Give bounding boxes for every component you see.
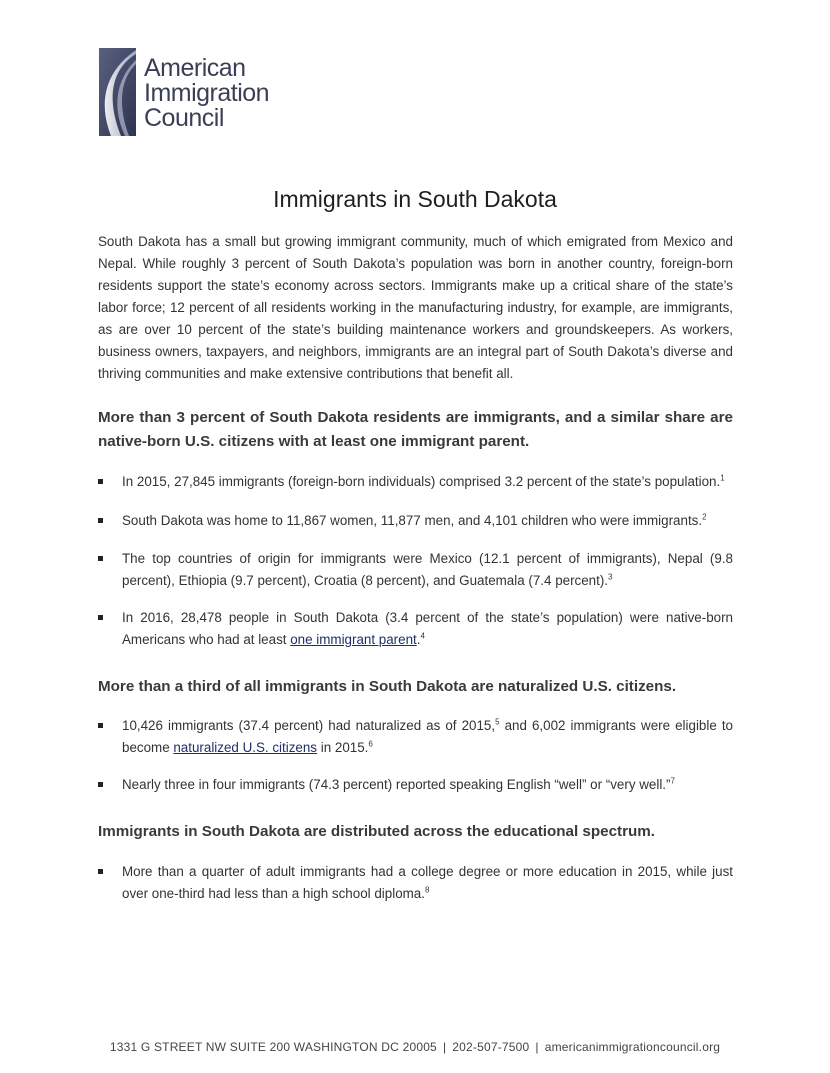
footnote-ref[interactable]: 2: [702, 512, 707, 522]
section-heading-naturalization: More than a third of all immigrants in South Dakota are naturalized U.S. citizens.: [98, 678, 677, 695]
naturalized-citizens-link[interactable]: naturalized U.S. citizens: [173, 740, 318, 755]
page-footer: [0, 1040, 830, 1054]
bullet-text-end: in 2015.: [317, 740, 369, 755]
list-item: [98, 715, 733, 759]
page-title: Immigrants in South Dakota: [273, 186, 557, 212]
bullet-icon: [98, 518, 103, 523]
footnote-ref[interactable]: 4: [420, 631, 425, 641]
footnote-ref[interactable]: 7: [670, 776, 675, 786]
logo-line-1: American: [144, 54, 246, 82]
bullet-icon: [98, 723, 103, 728]
footer-divider: |: [535, 1040, 539, 1054]
list-item: [98, 774, 733, 796]
list-item: [98, 548, 733, 592]
organization-logo: [99, 48, 299, 136]
footnote-ref[interactable]: 8: [424, 885, 430, 895]
intro-paragraph: South Dakota has a small but growing immigrant community, much of which emigrated from Mexico and Nepal. While roughly 3 percent of South Dakota’s population was born in another country, foreign-born residents support the state’s economy across sectors. Immigrants make up a critical share of the state’s labor force; 12 percent of all residents working in the manufacturing industry, for example, are immigrants, as are over 10 percent of the state’s building maintenance workers and groundskeepers. As workers, business owners, taxpayers, and neighbors, immigrants are an integral part of South Dakota’s diverse and thriving communities and make extensive contributions that benefit all.: [98, 234, 733, 381]
bullet-icon: [98, 782, 103, 787]
logo-swoosh-icon: [99, 48, 136, 136]
bullet-icon: [98, 615, 103, 620]
footnote-ref[interactable]: 5: [495, 717, 500, 727]
bullet-text: Nearly three in four immigrants (74.3 percent) reported speaking English “well” or “very well.”: [122, 777, 671, 792]
list-item: [98, 471, 733, 493]
bullet-icon: [98, 479, 103, 484]
list-item: [98, 510, 733, 532]
list-item: [98, 607, 733, 651]
list-item: [98, 861, 733, 905]
section-heading-population: More than 3 percent of South Dakota residents are immigrants, and a similar share are native-born U.S. citizens with at least one immigrant parent.: [98, 409, 733, 450]
logo-wordmark: [144, 56, 269, 131]
bullet-text-mid: and 6,002 immigrants were eligible to become: [122, 718, 734, 755]
bullet-text: In 2016, 28,478 people in South Dakota (3.4 percent of the state’s population) were native-born Americans who had at least: [122, 610, 733, 647]
bullet-icon: [98, 869, 103, 874]
immigrant-parent-link[interactable]: one immigrant parent: [290, 632, 417, 647]
bullet-text-end: .: [416, 632, 421, 647]
footnote-ref[interactable]: 6: [368, 739, 373, 749]
footer-divider: |: [442, 1040, 447, 1054]
footnote-ref[interactable]: 3: [608, 572, 613, 582]
footer-address: 1331 G STREET NW SUITE 200 WASHINGTON DC 20005: [109, 1040, 437, 1054]
bullet-text: The top countries of origin for immigrants were Mexico (12.1 percent of immigrants), Nepal (9.8 percent), Ethiopia (9.7 percent), Croatia (8 percent), and Guatemala (7.4 percent).: [122, 551, 733, 588]
bullet-text: South Dakota was home to 11,867 women, 11,877 men, and 4,101 children who were immigrants.: [122, 513, 703, 528]
section-heading-education: Immigrants in South Dakota are distributed across the educational spectrum.: [98, 823, 655, 840]
bullet-text: More than a quarter of adult immigrants had a college degree or more education in 2015, while just over one-third had less than a high school diploma.: [122, 864, 733, 901]
footnote-ref[interactable]: 1: [720, 473, 725, 483]
logo-line-3: Council: [144, 104, 224, 132]
footer-phone: 202-507-7500: [452, 1040, 530, 1054]
bullet-icon: [98, 556, 103, 561]
bullet-text: In 2015, 27,845 immigrants (foreign-born individuals) comprised 3.2 percent of the state’s population.: [122, 474, 721, 489]
logo-line-2: Immigration: [144, 79, 270, 107]
bullet-text: 10,426 immigrants (37.4 percent) had naturalized as of 2015,: [122, 718, 496, 733]
footer-website[interactable]: americanimmigrationcouncil.org: [544, 1040, 721, 1054]
